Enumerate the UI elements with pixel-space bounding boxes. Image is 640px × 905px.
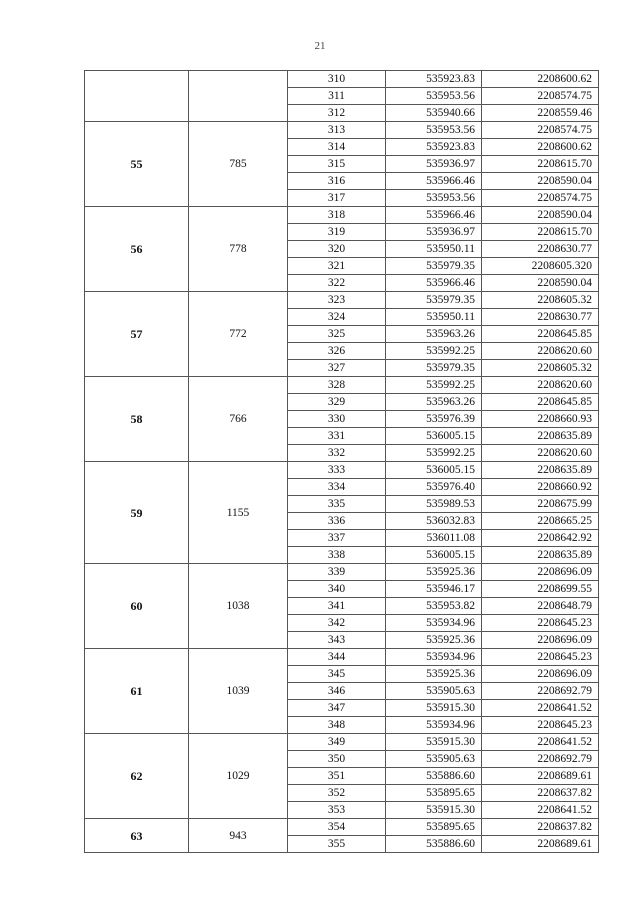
x-coordinate-cell: 535992.25 [386,343,482,360]
y-coordinate-cell: 2208605.32 [482,292,599,309]
x-coordinate-cell: 535915.30 [386,700,482,717]
point-number-cell: 340 [288,581,386,598]
y-coordinate-cell: 2208648.79 [482,598,599,615]
y-coordinate-cell: 2208620.60 [482,377,599,394]
y-coordinate-cell: 2208699.55 [482,581,599,598]
x-coordinate-cell: 536005.15 [386,428,482,445]
y-coordinate-cell: 2208590.04 [482,207,599,224]
x-coordinate-cell: 535936.97 [386,224,482,241]
point-number-cell: 333 [288,462,386,479]
y-coordinate-cell: 2208635.89 [482,547,599,564]
y-coordinate-cell: 2208559.46 [482,105,599,122]
y-coordinate-cell: 2208574.75 [482,88,599,105]
coordinates-table-body [85,71,599,853]
x-coordinate-cell: 535925.36 [386,666,482,683]
area-cell: 766 [189,377,288,462]
y-coordinate-cell: 2208590.04 [482,275,599,292]
y-coordinate-cell: 2208590.04 [482,173,599,190]
point-number-cell: 345 [288,666,386,683]
plot-number-cell [85,71,189,122]
point-number-cell: 320 [288,241,386,258]
x-coordinate-cell: 535953.56 [386,190,482,207]
x-coordinate-cell: 535963.26 [386,326,482,343]
point-number-cell: 341 [288,598,386,615]
point-number-cell: 350 [288,751,386,768]
y-coordinate-cell: 2208620.60 [482,445,599,462]
point-number-cell: 325 [288,326,386,343]
y-coordinate-cell: 2208615.70 [482,224,599,241]
point-number-cell: 327 [288,360,386,377]
point-number-cell: 334 [288,479,386,496]
x-coordinate-cell: 535963.26 [386,394,482,411]
y-coordinate-cell: 2208620.60 [482,343,599,360]
y-coordinate-cell: 2208645.23 [482,615,599,632]
y-coordinate-cell: 2208641.52 [482,802,599,819]
area-cell: 778 [189,207,288,292]
y-coordinate-cell: 2208675.99 [482,496,599,513]
point-number-cell: 323 [288,292,386,309]
point-number-cell: 344 [288,649,386,666]
table-row [85,649,599,666]
point-number-cell: 338 [288,547,386,564]
plot-number-cell: 55 [85,122,189,207]
x-coordinate-cell: 535915.30 [386,734,482,751]
point-number-cell: 310 [288,71,386,88]
table-row [85,122,599,139]
x-coordinate-cell: 535976.39 [386,411,482,428]
x-coordinate-cell: 535934.96 [386,615,482,632]
table-row [85,564,599,581]
x-coordinate-cell: 535895.65 [386,785,482,802]
point-number-cell: 329 [288,394,386,411]
point-number-cell: 314 [288,139,386,156]
table-row [85,377,599,394]
y-coordinate-cell: 2208615.70 [482,156,599,173]
page-number: 21 [314,40,326,52]
point-number-cell: 343 [288,632,386,649]
table-row [85,292,599,309]
area-cell: 785 [189,122,288,207]
y-coordinate-cell: 2208574.75 [482,122,599,139]
y-coordinate-cell: 2208637.82 [482,819,599,836]
x-coordinate-cell: 535934.96 [386,717,482,734]
point-number-cell: 353 [288,802,386,819]
point-number-cell: 328 [288,377,386,394]
y-coordinate-cell: 2208645.23 [482,649,599,666]
y-coordinate-cell: 2208635.89 [482,428,599,445]
point-number-cell: 315 [288,156,386,173]
y-coordinate-cell: 2208645.23 [482,717,599,734]
point-number-cell: 318 [288,207,386,224]
x-coordinate-cell: 535936.97 [386,156,482,173]
point-number-cell: 347 [288,700,386,717]
x-coordinate-cell: 535915.30 [386,802,482,819]
y-coordinate-cell: 2208605.32 [482,360,599,377]
x-coordinate-cell: 535886.60 [386,768,482,785]
x-coordinate-cell: 535940.66 [386,105,482,122]
x-coordinate-cell: 536005.15 [386,462,482,479]
plot-number-cell: 61 [85,649,189,734]
point-number-cell: 354 [288,819,386,836]
area-cell: 1155 [189,462,288,564]
plot-number-cell: 62 [85,734,189,819]
table-row [85,71,599,88]
point-number-cell: 355 [288,836,386,853]
area-cell: 943 [189,819,288,853]
x-coordinate-cell: 535966.46 [386,207,482,224]
y-coordinate-cell: 2208692.79 [482,683,599,700]
y-coordinate-cell: 2208660.92 [482,479,599,496]
x-coordinate-cell: 535925.36 [386,564,482,581]
area-cell [189,71,288,122]
y-coordinate-cell: 2208642.92 [482,530,599,547]
area-cell: 772 [189,292,288,377]
x-coordinate-cell: 535979.35 [386,258,482,275]
x-coordinate-cell: 535966.46 [386,173,482,190]
y-coordinate-cell: 2208641.52 [482,700,599,717]
y-coordinate-cell: 2208635.89 [482,462,599,479]
x-coordinate-cell: 535925.36 [386,632,482,649]
y-coordinate-cell: 2208696.09 [482,564,599,581]
point-number-cell: 326 [288,343,386,360]
point-number-cell: 316 [288,173,386,190]
y-coordinate-cell: 2208692.79 [482,751,599,768]
x-coordinate-cell: 535923.83 [386,71,482,88]
point-number-cell: 322 [288,275,386,292]
y-coordinate-cell: 2208641.52 [482,734,599,751]
x-coordinate-cell: 535953.56 [386,122,482,139]
point-number-cell: 311 [288,88,386,105]
plot-number-cell: 60 [85,564,189,649]
point-number-cell: 332 [288,445,386,462]
point-number-cell: 342 [288,615,386,632]
table-row [85,734,599,751]
area-cell: 1038 [189,564,288,649]
plot-number-cell: 58 [85,377,189,462]
y-coordinate-cell: 2208696.09 [482,666,599,683]
y-coordinate-cell: 2208696.09 [482,632,599,649]
point-number-cell: 351 [288,768,386,785]
point-number-cell: 336 [288,513,386,530]
x-coordinate-cell: 535886.60 [386,836,482,853]
x-coordinate-cell: 535953.82 [386,598,482,615]
y-coordinate-cell: 2208689.61 [482,836,599,853]
y-coordinate-cell: 2208645.85 [482,394,599,411]
x-coordinate-cell: 535905.63 [386,751,482,768]
table-row [85,207,599,224]
y-coordinate-cell: 2208630.77 [482,309,599,326]
y-coordinate-cell: 2208689.61 [482,768,599,785]
x-coordinate-cell: 535979.35 [386,292,482,309]
point-number-cell: 313 [288,122,386,139]
y-coordinate-cell: 2208637.82 [482,785,599,802]
x-coordinate-cell: 535976.40 [386,479,482,496]
x-coordinate-cell: 535905.63 [386,683,482,700]
y-coordinate-cell: 2208600.62 [482,71,599,88]
x-coordinate-cell: 535934.96 [386,649,482,666]
point-number-cell: 352 [288,785,386,802]
point-number-cell: 319 [288,224,386,241]
x-coordinate-cell: 536011.08 [386,530,482,547]
plot-number-cell: 56 [85,207,189,292]
area-cell: 1029 [189,734,288,819]
y-coordinate-cell: 2208574.75 [482,190,599,207]
table-row [85,819,599,836]
plot-number-cell: 57 [85,292,189,377]
point-number-cell: 324 [288,309,386,326]
x-coordinate-cell: 536032.83 [386,513,482,530]
x-coordinate-cell: 535966.46 [386,275,482,292]
x-coordinate-cell: 535992.25 [386,445,482,462]
x-coordinate-cell: 535895.65 [386,819,482,836]
point-number-cell: 330 [288,411,386,428]
point-number-cell: 339 [288,564,386,581]
y-coordinate-cell: 2208665.25 [482,513,599,530]
x-coordinate-cell: 535950.11 [386,241,482,258]
area-cell: 1039 [189,649,288,734]
y-coordinate-cell: 2208630.77 [482,241,599,258]
x-coordinate-cell: 536005.15 [386,547,482,564]
x-coordinate-cell: 535953.56 [386,88,482,105]
point-number-cell: 312 [288,105,386,122]
coordinates-table [84,70,599,853]
x-coordinate-cell: 535946.17 [386,581,482,598]
point-number-cell: 317 [288,190,386,207]
point-number-cell: 348 [288,717,386,734]
point-number-cell: 337 [288,530,386,547]
x-coordinate-cell: 535979.35 [386,360,482,377]
point-number-cell: 331 [288,428,386,445]
x-coordinate-cell: 535992.25 [386,377,482,394]
y-coordinate-cell: 2208605.320 [482,258,599,275]
x-coordinate-cell: 535989.53 [386,496,482,513]
point-number-cell: 321 [288,258,386,275]
y-coordinate-cell: 2208645.85 [482,326,599,343]
plot-number-cell: 59 [85,462,189,564]
y-coordinate-cell: 2208600.62 [482,139,599,156]
point-number-cell: 349 [288,734,386,751]
table-row [85,462,599,479]
x-coordinate-cell: 535950.11 [386,309,482,326]
plot-number-cell: 63 [85,819,189,853]
y-coordinate-cell: 2208660.93 [482,411,599,428]
point-number-cell: 346 [288,683,386,700]
x-coordinate-cell: 535923.83 [386,139,482,156]
point-number-cell: 335 [288,496,386,513]
